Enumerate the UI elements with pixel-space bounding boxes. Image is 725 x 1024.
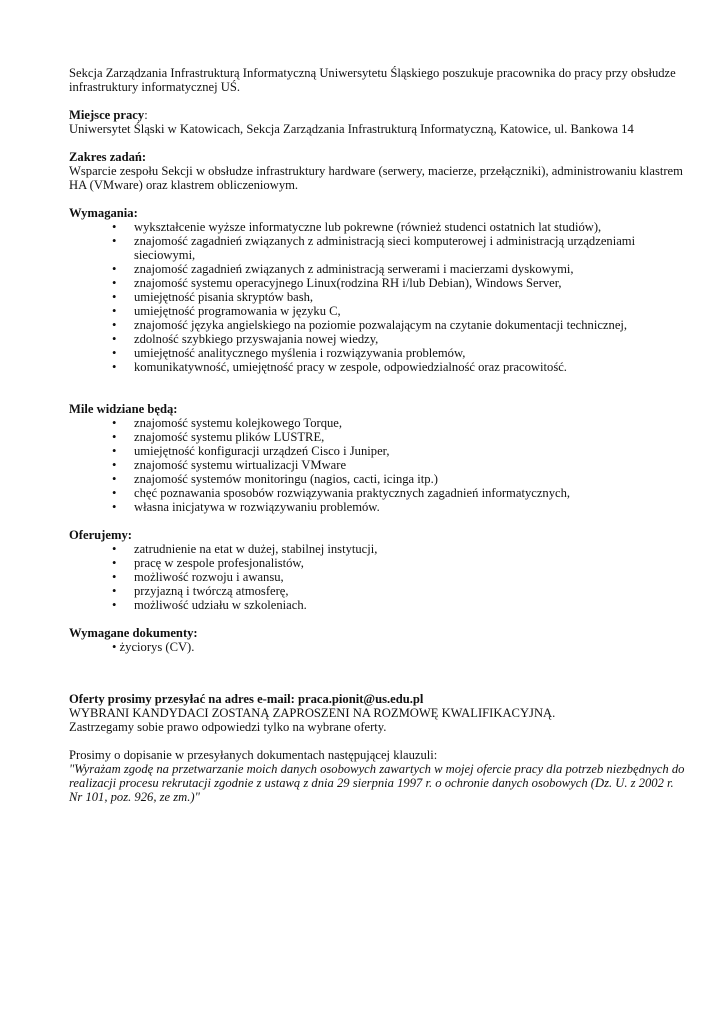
list-item: • znajomość zagadnień związanych z administracją sieci komputerowej i administracją urządzeniami sieciowymi, (69, 234, 685, 262)
list-item: • znajomość systemu plików LUSTRE, (69, 430, 685, 444)
contact-notice: WYBRANI KANDYDACI ZOSTANĄ ZAPROSZENI NA ROZMOWĘ KWALIFIKACYJNĄ. (69, 706, 556, 720)
list-item: • chęć poznawania sposobów rozwiązywania praktycznych zagadnień informatycznych, (69, 486, 685, 500)
list-item: • umiejętność konfiguracji urządzeń Cisco i Juniper, (69, 444, 685, 458)
list-item: • umiejętność pisania skryptów bash, (69, 290, 685, 304)
list-item: • zatrudnienie na etat w dużej, stabilnej instytucji, (69, 542, 685, 556)
list-item: • możliwość rozwoju i awansu, (69, 570, 685, 584)
offer-list (69, 542, 685, 612)
offer-heading: Oferujemy: (69, 528, 132, 542)
list-item: • zdolność szybkiego przyswajania nowej wiedzy, (69, 332, 685, 346)
list-item: • znajomość systemu wirtualizacji VMware (69, 458, 685, 472)
documents-heading: Wymagane dokumenty: (69, 626, 198, 640)
job-posting (69, 66, 685, 804)
consent-clause: "Wyrażam zgodę na przetwarzanie moich danych osobowych zawartych w mojej ofercie pracy dla potrzeb niezbędnych do realizacji procesu rekrutacji zgodnie z ustawą z dnia 29 sierpnia 1997 r. o ochronie danych osobowych (Dz. U. z 2002 r. Nr 101, poz. 926, ze zm.)" (69, 762, 685, 804)
list-item: • znajomość zagadnień związanych z administracją serwerami i macierzami dyskowymi, (69, 262, 685, 276)
list-item: • znajomość systemu kolejkowego Torque, (69, 416, 685, 430)
list-item: • umiejętność programowania w języku C, (69, 304, 685, 318)
workplace-text: Uniwersytet Śląski w Katowicach, Sekcja Zarządzania Infrastrukturą Informatyczną, Katowice, ul. Bankowa 14 (69, 122, 634, 136)
contact-reservation: Zastrzegamy sobie prawo odpowiedzi tylko na wybrane oferty. (69, 720, 387, 734)
list-item: • umiejętność analitycznego myślenia i rozwiązywania problemów, (69, 346, 685, 360)
list-item: • znajomość języka angielskiego na poziomie pozwalającym na czytanie dokumentacji technicznej, (69, 318, 685, 332)
tasks-text: Wsparcie zespołu Sekcji w obsłudze infrastruktury hardware (serwery, macierze, przełączniki), administrowaniu klastrem HA (VMware) oraz klastrem obliczeniowym. (69, 164, 683, 192)
contact-heading: Oferty prosimy przesyłać na adres e-mail: praca.pionit@us.edu.pl (69, 692, 424, 706)
nice-to-have-list (69, 416, 685, 514)
nice-to-have-heading: Mile widziane będą: (69, 402, 178, 416)
list-item: • znajomość systemów monitoringu (nagios, cacti, icinga itp.) (69, 472, 685, 486)
consent-request: Prosimy o dopisanie w przesyłanych dokumentach następującej klauzuli: (69, 748, 438, 762)
tasks-heading: Zakres zadań: (69, 150, 147, 164)
documents-item: • życiorys (CV). (112, 640, 195, 654)
list-item: • własna inicjatywa w rozwiązywaniu problemów. (69, 500, 685, 514)
requirements-heading: Wymagania: (69, 206, 138, 220)
list-item: • znajomość systemu operacyjnego Linux(rodzina RH i/lub Debian), Windows Server, (69, 276, 685, 290)
list-item: • możliwość udziału w szkoleniach. (69, 598, 685, 612)
intro-paragraph: Sekcja Zarządzania Infrastrukturą Informatyczną Uniwersytetu Śląskiego poszukuje pracownika do pracy przy obsłudze infrastruktury informatycznej UŚ. (69, 66, 676, 94)
requirements-list (69, 220, 685, 374)
list-item: • pracę w zespole profesjonalistów, (69, 556, 685, 570)
workplace-section: Miejsce pracy: (69, 108, 148, 122)
list-item: • wykształcenie wyższe informatyczne lub pokrewne (również studenci ostatnich lat studiów), (69, 220, 685, 234)
list-item: • przyjazną i twórczą atmosferę, (69, 584, 685, 598)
list-item: • komunikatywność, umiejętność pracy w zespole, odpowiedzialność oraz pracowitość. (69, 360, 685, 374)
workplace-heading: Miejsce pracy (69, 108, 145, 122)
